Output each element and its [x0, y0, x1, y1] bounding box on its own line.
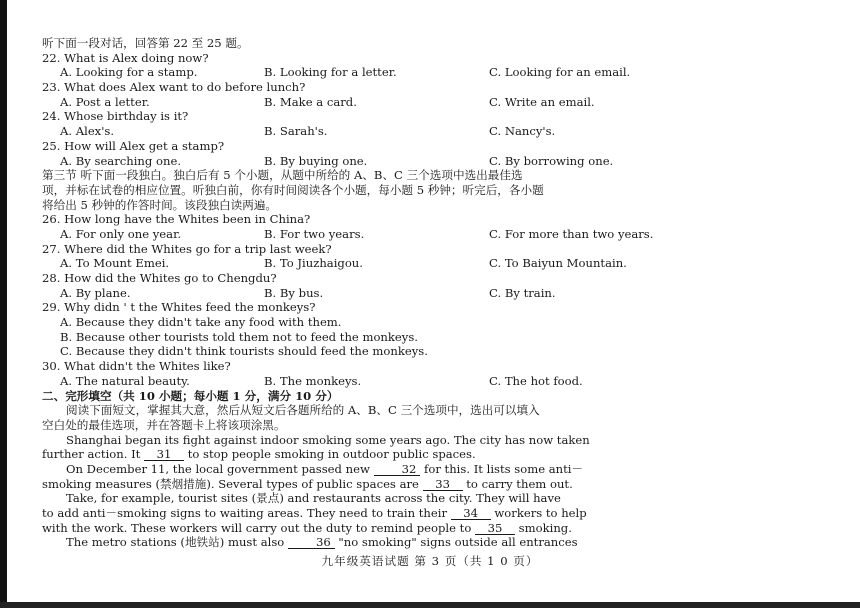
options-23: [42, 95, 812, 110]
passage-line-2: [42, 447, 812, 462]
passage-text: smoking measures (禁烟措施). Several types of public spaces are: [42, 476, 423, 491]
option-23-b: B. Make a card.: [264, 94, 357, 109]
option-22-b: B. Looking for a letter.: [264, 65, 397, 80]
option-28-a: A. By plane.: [60, 285, 131, 300]
blank-35: 35: [475, 522, 515, 535]
question-25: 25. How will Alex get a stamp?: [42, 138, 225, 153]
section3-instr-3: 将给出 5 秒钟的作答时间。该段独白读两遍。: [42, 197, 278, 212]
question-block-22: [42, 51, 812, 80]
passage-text: for this. It lists some anti－: [420, 461, 584, 476]
passage-text: further action. It: [42, 447, 145, 462]
option-26-c: C. For more than two years.: [489, 226, 654, 241]
blank-31: 31: [144, 448, 184, 461]
passage-text: On December 11, the local government passed new: [66, 461, 374, 476]
option-27-a: A. To Mount Emei.: [60, 256, 170, 271]
question-22: 22. What is Alex doing now?: [42, 50, 209, 65]
options-26: [42, 227, 812, 242]
question-block-29: [42, 300, 812, 359]
question-27: 27. Where did the Whites go for a trip last week?: [42, 241, 332, 256]
question-block-30: [42, 359, 812, 388]
options-27: [42, 256, 812, 271]
options-22: [42, 65, 812, 80]
option-29-b: B. Because other tourists told them not to feed the monkeys.: [60, 329, 418, 344]
question-26: 26. How long have the Whites been in China?: [42, 212, 311, 227]
page-footer: 九年级英语试题 第 3 页（共 1 0 页）: [321, 554, 539, 568]
exam-content: [42, 36, 812, 550]
part2-instr-1: 阅读下面短文，掌握其大意，然后从短文后各题所给的 A、B、C 三个选项中，选出可以填入: [66, 403, 540, 418]
question-block-28: [42, 271, 812, 300]
option-25-c: C. By borrowing one.: [489, 153, 614, 168]
option-25-a: A. By searching one.: [60, 153, 181, 168]
question-block-27: [42, 242, 812, 271]
question-block-23: [42, 80, 812, 109]
options-24: [42, 124, 812, 139]
option-28-b: B. By bus.: [264, 285, 324, 300]
section3-instr-1: 第三节 听下面一段独白。独白后有 5 个小题，从题中所给的 A、B、C 三个选项中选出最佳选: [42, 168, 523, 183]
question-block-24: [42, 109, 812, 138]
passage-text: smoking.: [515, 520, 572, 535]
question-block-26: [42, 212, 812, 241]
blank-34: 34: [451, 507, 491, 520]
passage-line-7: [42, 521, 812, 536]
option-30-c: C. The hot food.: [489, 373, 583, 388]
passage-line-8: [42, 535, 812, 550]
section-intro: 听下面一段对话，回答第 22 至 25 题。: [42, 36, 249, 50]
option-28-c: C. By train.: [489, 285, 556, 300]
scan-border-bottom: [0, 602, 860, 608]
question-30: 30. What didn't the Whites like?: [42, 359, 231, 374]
option-27-b: B. To Jiuzhaigou.: [264, 256, 363, 271]
options-30: [42, 374, 812, 389]
passage-text: workers to help: [490, 506, 587, 520]
passage-text: with the work. These workers will carry out the duty to remind people to: [42, 520, 475, 535]
option-29-c: C. Because they didn't think tourists should feed the monkeys.: [60, 344, 428, 359]
passage-line-6: [42, 506, 812, 521]
blank-32: 32: [374, 463, 421, 476]
passage-text: to carry them out.: [462, 476, 573, 491]
options-28: [42, 286, 812, 301]
question-29: 29. Why didn ' t the Whites feed the monkeys?: [42, 300, 316, 315]
passage-line-4: [42, 477, 812, 492]
option-26-a: A. For only one year.: [60, 226, 182, 241]
part2-instr-2: 空白处的最佳选项，并在答题卡上将该项涂黑。: [42, 417, 286, 432]
option-30-a: A. The natural beauty.: [60, 373, 190, 388]
option-30-b: B. The monkeys.: [264, 373, 362, 388]
option-24-a: A. Alex's.: [60, 124, 115, 139]
passage-line-5: Take, for example, tourist sites (景点) and restaurants across the city. They will have: [66, 491, 561, 506]
option-26-b: B. For two years.: [264, 226, 365, 241]
option-22-c: C. Looking for an email.: [489, 65, 631, 80]
option-23-c: C. Write an email.: [489, 94, 595, 109]
part2-heading: 二、完形填空（共 10 小题；每小题 1 分，满分 10 分）: [42, 388, 339, 403]
question-block-25: [42, 139, 812, 168]
option-23-a: A. Post a letter.: [60, 94, 150, 109]
question-23: 23. What does Alex want to do before lunch?: [42, 80, 306, 95]
passage-line-1: Shanghai began its fight against indoor smoking some years ago. The city has now taken: [66, 432, 590, 447]
passage-text: "no smoking" signs outside all entrances: [334, 535, 578, 550]
option-24-b: B. Sarah's.: [264, 124, 328, 139]
passage-text: The metro stations (地铁站) must also: [66, 535, 288, 550]
passage-text: to stop people smoking in outdoor public spaces.: [184, 447, 476, 462]
passage-line-3: [42, 462, 812, 477]
section3-instr-2: 项，并标在试卷的相应位置。听独白前，你有时间阅读各个小题，每小题 5 秒钟；听完后，各小题: [42, 182, 544, 197]
option-25-b: B. By buying one.: [264, 153, 368, 168]
options-25: [42, 154, 812, 169]
blank-33: 33: [423, 478, 463, 491]
option-22-a: A. Looking for a stamp.: [60, 65, 198, 80]
option-29-a: A. Because they didn't take any food with them.: [60, 315, 342, 330]
question-24: 24. Whose birthday is it?: [42, 109, 189, 124]
question-28: 28. How did the Whites go to Chengdu?: [42, 271, 277, 285]
blank-36: 36: [288, 536, 335, 549]
scan-border-left: [0, 0, 7, 608]
option-24-c: C. Nancy's.: [489, 124, 556, 139]
passage-text: to add anti－smoking signs to waiting areas. They need to train their: [42, 506, 451, 520]
option-27-c: C. To Baiyun Mountain.: [489, 256, 627, 271]
